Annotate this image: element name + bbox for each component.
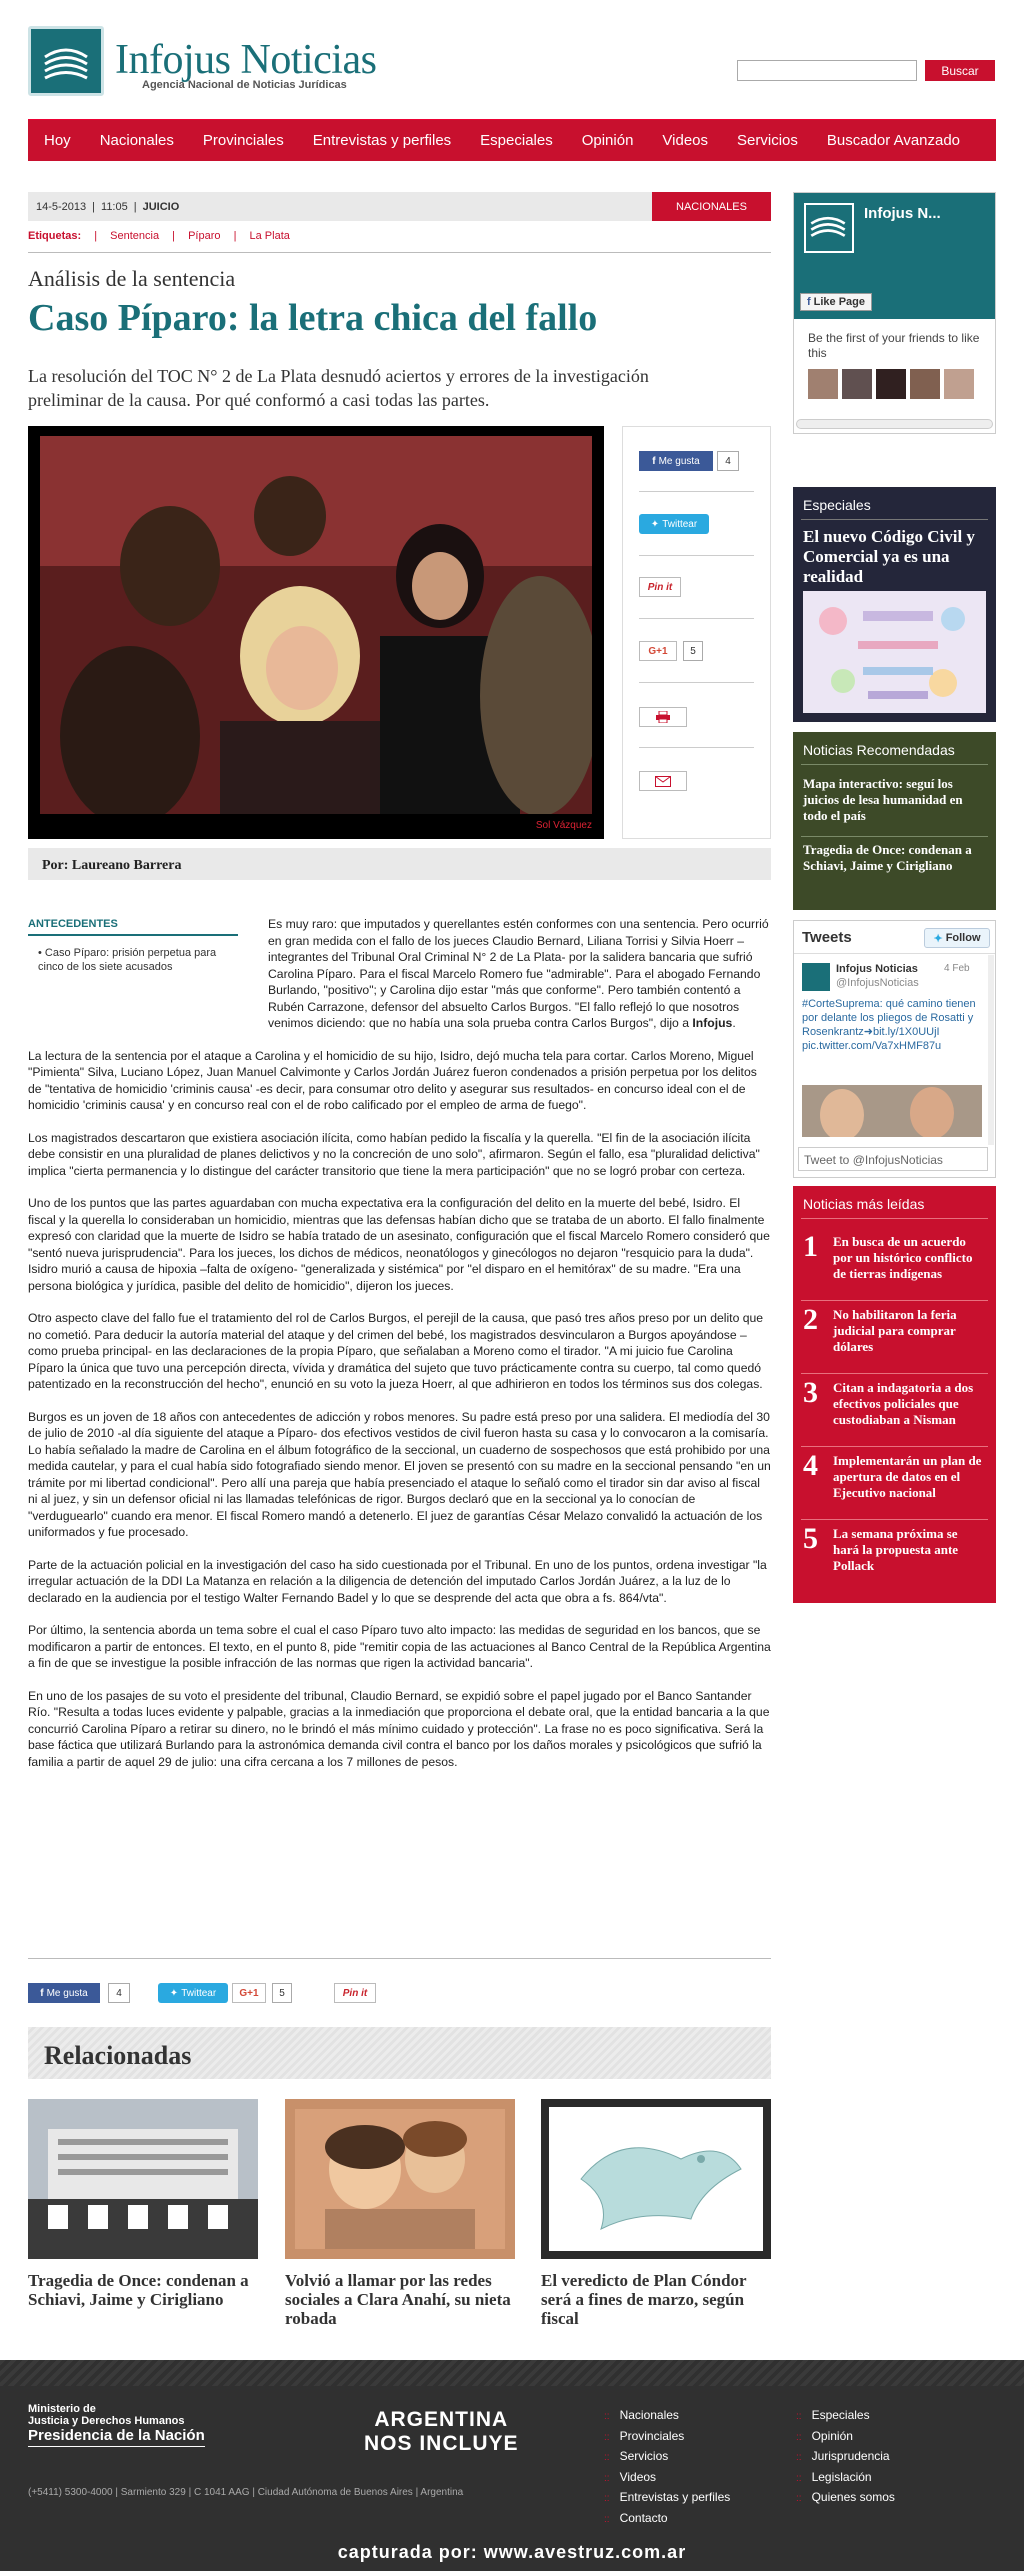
tweet-scrollbar[interactable] [988, 955, 994, 1145]
rank-number: 2 [803, 1303, 818, 1336]
article-byline: Por: Laureano Barrera [28, 848, 771, 880]
divider [801, 1446, 988, 1447]
logo-line: Ministerio de [28, 2403, 96, 2415]
fb-label: Me gusta [658, 455, 700, 467]
tag-sentencia[interactable]: Sentencia [110, 230, 160, 242]
facebook-friends-text: Be the first of your friends to like this [808, 331, 980, 360]
tweet-text[interactable]: #CorteSuprema: qué camino tienen por delante los pliegos de Rosatti y Rosenkrantz➜bit.ly/1X0UUjI pic.twitter.com/Va7xHMF87u [802, 998, 976, 1052]
antecedentes-link-text: Caso Píparo: prisión perpetua para cinco de los siete acusados [38, 947, 217, 973]
tweet-avatar[interactable] [802, 963, 830, 991]
footer-link[interactable]: :: Videos [604, 2468, 730, 2489]
footer-link[interactable]: :: Entrevistas y perfiles [604, 2488, 730, 2509]
facebook-like-count: 4 [108, 1983, 130, 2003]
search-input[interactable] [737, 60, 917, 81]
footer-link[interactable]: :: Opinión [796, 2427, 895, 2448]
facebook-like-button-bottom[interactable] [28, 1983, 100, 2003]
tweet-handle[interactable]: @InfojusNoticias [836, 977, 919, 989]
argentina-nos-incluye-logo[interactable] [364, 2408, 519, 2456]
mas-leida-item[interactable] [803, 1449, 988, 1517]
tweet-image[interactable] [802, 1085, 982, 1137]
article-paragraph: Uno de los puntos que las partes aguardaban con mucha expectativa era la configuración del delito en la muerte del bebé, Isidro. El fiscal y la querella lo consideraban un homicidio, mientras que las defensas habían dicho que se trataba de un aborto. El fallo finalmente expresó con claridad que la muerte de Isidro se había tratado de un asesinato, configuración que el fiscal Marcelo Romero consideró que "sentó nueva jurisprudencia". Para los jueces, los dichos de médicos, neonatólogos y ginecólogos no dejaron "resquicio para la duda". Isidro murió a causa de hipoxia –falta de oxígeno- "generalizada y sistémica" por "el disparo en el hemitórax" de su madre. "Era una persona biológica y jurídica, pasible del delito de homicidio", dijeron los jueces. [28, 1196, 770, 1293]
site-footer [0, 2360, 1024, 2571]
logo-line: ARGENTINA [374, 2408, 509, 2431]
recomendadas-widget [793, 732, 996, 910]
nav-item-3[interactable]: Entrevistas y perfiles [312, 132, 452, 149]
divider [801, 519, 988, 520]
tw-label: Twittear [181, 1987, 217, 1999]
divider [801, 1218, 988, 1219]
rank-number: 4 [803, 1449, 818, 1482]
rank-number: 5 [803, 1522, 818, 1555]
twitter-icon: ✦ [169, 1987, 179, 1999]
twitter-share-button[interactable] [639, 514, 709, 534]
avatar[interactable] [910, 369, 940, 399]
divider [28, 252, 771, 253]
presidencia-logo[interactable]: Presidencia de la Nación [28, 2427, 205, 2447]
related-title: Volvió a llamar por las redes sociales a Clara Anahí, su nieta robada [285, 2271, 511, 2328]
meta-sep: | [133, 200, 137, 213]
mas-leida-title: En busca de un acuerdo por un histórico conflicto de tierras indígenas [833, 1234, 973, 1281]
brand-name[interactable] [115, 36, 376, 84]
facebook-icon: f [40, 1987, 44, 1999]
article-title: Caso Píparo: la letra chica del fallo [28, 297, 598, 339]
ministerio-logo[interactable] [28, 2403, 185, 2427]
rank-number: 1 [803, 1230, 818, 1263]
follow-label: Follow [945, 932, 981, 944]
especiales-widget [793, 487, 996, 722]
twitter-follow-button[interactable] [924, 928, 990, 948]
tweet-to-input[interactable]: Tweet to @InfojusNoticias [798, 1147, 988, 1171]
footer-link[interactable]: :: Legislación [796, 2468, 895, 2489]
tweet-user[interactable]: Infojus Noticias [836, 963, 918, 975]
google-plus-button[interactable]: G+1 [639, 641, 677, 661]
article-kicker: Análisis de la sentencia [28, 266, 236, 291]
divider [28, 1958, 771, 1959]
footer-link[interactable]: :: Especiales [796, 2406, 895, 2427]
facebook-like-page-button[interactable] [800, 293, 872, 311]
footer-link[interactable]: :: Quienes somos [796, 2488, 895, 2509]
twitter-share-button-bottom[interactable] [158, 1983, 228, 2003]
section-badge[interactable]: NACIONALES [652, 192, 771, 221]
facebook-widget [793, 192, 996, 434]
mas-leidas-heading: Noticias más leídas [803, 1196, 925, 1212]
recomendadas-heading: Noticias Recomendadas [803, 742, 955, 758]
mas-leida-title: No habilitaron la feria judicial para comprar dólares [833, 1307, 957, 1354]
brand-noticias: Noticias [240, 37, 377, 83]
photo-image [40, 436, 592, 814]
article-topic: JUICIO [142, 200, 180, 213]
recomendada-item[interactable]: Tragedia de Once: condenan a Schiavi, Jaime y Cirigliano [803, 842, 972, 873]
related-card[interactable] [285, 2099, 515, 2328]
mas-leida-item[interactable] [803, 1522, 988, 1590]
site-header [0, 0, 1024, 118]
especiales-headline[interactable]: El nuevo Código Civil y Comercial ya es una realidad [803, 527, 975, 586]
nav-item-2[interactable]: Provinciales [202, 132, 284, 149]
divider [801, 764, 988, 765]
email-button[interactable] [639, 771, 687, 791]
facebook-icon: f [806, 296, 811, 308]
article-body [28, 916, 771, 1786]
meta-sep: | [92, 200, 96, 213]
footer-address: (+5411) 5300-4000 | Sarmiento 329 | C 1041 AAG | Ciudad Autónoma de Buenos Aires | Argentina [28, 2487, 464, 2498]
related-image [285, 2099, 515, 2259]
logo-line: Justicia y Derechos Humanos [28, 2415, 185, 2427]
main-nav [28, 119, 996, 161]
pinterest-button-bottom[interactable]: Pin it [334, 1983, 376, 2003]
divider [801, 1300, 988, 1301]
antecedentes-heading: ANTECEDENTES [28, 918, 238, 936]
facebook-like-count: 4 [717, 451, 739, 471]
related-title: Tragedia de Once: condenan a Schiavi, Jaime y Cirigliano [28, 2271, 249, 2309]
mas-leida-title: Citan a indagatoria a dos efectivos policiales que custodiaban a Nisman [833, 1380, 974, 1427]
google-plus-count: 5 [272, 1983, 292, 2003]
bullet: • [38, 947, 45, 959]
footer-links-2 [796, 2406, 895, 2509]
footer-link[interactable]: :: Servicios [604, 2447, 730, 2468]
footer-link[interactable]: :: Nacionales [604, 2406, 730, 2427]
divider [801, 1519, 988, 1520]
brand-subtitle: Agencia Nacional de Noticias Jurídicas [142, 79, 347, 91]
article-paragraph: Los magistrados descartaron que existiera asociación ilícita, como habían pedido la fiscalía y la querella. "El fin de la asociación ilícita debe consistir en una pluralidad de planes delictivos y no la concreción de uno solo", afirmaron. Según el fallo, esa "pluralidad delictiva" implica "cierta permanencia y lo distingue del carácter transitorio que tiene la mera participación" que no se logró probar con certeza. [28, 1130, 760, 1178]
nav-item-8[interactable]: Buscador Avanzado [826, 132, 961, 149]
facebook-scrollbar[interactable] [796, 419, 993, 429]
tweet-date[interactable]: 4 Feb [944, 963, 970, 974]
share-bar-bottom [28, 1983, 428, 2005]
logo-line: NOS INCLUYE [364, 2432, 519, 2455]
article-paragraph: Otro aspecto clave del fallo fue el tratamiento del rol de Carlos Burgos, el perejil de la causa, que pasó tres años preso por un delito que no cometió. Para deducir la autoría material del ataque y del crimen del bebé, los magistrados desvincularon a Burgos apoyándose –como prueba principal- en las declaraciones de la propia Píparo, que señalaban a Moreno como el tirador. "A mi juicio fue Carolina Píparo la única que tuvo una percepción directa, vívida y dramática del sujeto que tuvo prácticamente contra su cuerpo, tal como quedó patentizado en la reconstrucción del hecho", enunció en su voto la jueza Hoerr, al que adhirieron en todos los términos sus dos colegas. [28, 1311, 764, 1391]
related-image [28, 2099, 258, 2259]
brand-infojus: Infojus [115, 37, 231, 83]
especiales-illustration [803, 591, 986, 713]
divider [639, 747, 754, 748]
footer-link[interactable]: :: Contacto [604, 2509, 730, 2530]
captured-by: capturada por: www.avestruz.com.ar [337, 2542, 687, 2562]
mas-leida-item[interactable] [803, 1303, 988, 1371]
divider [639, 555, 754, 556]
footer-links-1 [604, 2406, 730, 2530]
google-plus-count: 5 [683, 641, 703, 661]
book-logo-icon [41, 39, 91, 83]
related-image [541, 2099, 771, 2259]
fb-like-label: Like Page [813, 296, 866, 308]
search-button[interactable]: Buscar [925, 60, 995, 81]
facebook-icon: f [652, 455, 656, 467]
mas-leida-title: La semana próxima se hará la propuesta ante Pollack [833, 1526, 959, 1573]
book-logo-icon [806, 205, 850, 249]
tag-sep: | [94, 230, 98, 242]
footer-link[interactable]: :: Provinciales [604, 2427, 730, 2448]
printer-icon [656, 711, 670, 723]
article-paragraph: La lectura de la sentencia por el ataque a Carolina y el homicidio de su hijo, Isidro, dejó mucha tela para cortar. Carlos Moreno, Miguel "Pimienta" Silva, Luciano López, Juan Manuel Calvimonte y Carlos Jordán Juárez fueron condenados a prisión perpetua por los delitos de "tentativa de homicidio 'criminis causa' -es decir, para consumar otro delito y asegurar sus resultados- en concurso ideal con el de homicidio 'criminis causa' y en concurso real con el de robo calificado por el empleo de arma de fuego". [28, 1048, 757, 1112]
nav-item-1[interactable]: Nacionales [99, 132, 174, 149]
related-photo-1 [28, 2099, 258, 2259]
article-paragraph: En uno de los pasajes de su voto el presidente del tribunal, Claudio Bernard, se expidió sobre el papel jugado por el Banco Santander Río. "Resulta a todas luces evidente y palpable, gracias a la inmediación que proporciona el debate oral, que la entidad bancaria a la que concurrió Carolina Píparo a retirar su dinero, no le brindó el más mínimo cuidado y protección". La frase no es poco significativa. Será la base fáctica que utilizará Burlando para la astronómica demanda civil contra el banco por los daños morales y psicológicos que sufrió la familia a partir de aquel 29 de julio: una cifra cercana a los 7 millones de pesos. [28, 1688, 770, 1769]
tweet-photo [802, 1085, 982, 1137]
nav-item-0[interactable]: Hoy [44, 132, 71, 149]
tw-label: Twittear [662, 518, 698, 530]
related-heading: Relacionadas [28, 2027, 771, 2079]
rank-number: 3 [803, 1376, 818, 1409]
related-card[interactable] [28, 2099, 258, 2309]
article-lead: La resolución del TOC N° 2 de La Plata desnudó aciertos y errores de la investigación preliminar de la causa. Por qué conformó a casi todas las partes. [28, 366, 649, 410]
recomendada-item[interactable]: Mapa interactivo: seguí los juicios de lesa humanidad en todo el país [803, 776, 963, 823]
article-paragraph: Parte de la actuación policial en la investigación del caso ha sido cuestionada por el Tribunal. En uno de los puntos, ordena investigar "la irregular actuación de la DDI La Matanza en relación a la diligencia de detención del imputado Carlos Jordán Juárez, a la luz de lo declarado en la audiencia por el testigo Walter Fernando Badel y lo que se desprende del acta que obra a fs. 864/vta". [28, 1557, 767, 1605]
tag-sep: | [233, 230, 237, 242]
related-title: El veredicto de Plan Cóndor será a fines de marzo, según fiscal [541, 2271, 747, 2328]
divider [639, 491, 754, 492]
facebook-cover [794, 193, 995, 319]
fb-label: Me gusta [46, 1987, 88, 1999]
article-paragraph: Burgos es un joven de 18 años con antecedentes de adicción y robos menores. Su padre está preso por una salidera. El mediodía del 30 de julio de 2010 -al día siguiente del ataque a Píparo- dos efectivos vestidos de civil fueron hasta su casa y lo convocaron a la comisaría. Lo había señalado la madre de Carolina en el álbum fotográfico de la seccional, un cuaderno de sospechosos que está prohibido por una medida cautelar, y para el cual había sido fotografiado siendo menor. El joven se presentó con su madre en la seccional pensando "en un trámite por mi libertad condicional". Pero allí una pareja que había presenciado el ataque lo señaló como el tirador sin dar aviso al fiscal ni al juez, y sin un defensor oficial ni las llamadas telefónicas de rigor. Burgos declaró que en la seccional ya lo conocían de "verduguearlo" cuando era menor. El fiscal Romero mandó a detenerlo. El juez de garantías César Melazo convalidó la actuación de los uniformados y fue procesado. [28, 1409, 771, 1539]
tag-la-plata[interactable]: La Plata [249, 230, 290, 242]
avatar[interactable] [944, 369, 974, 399]
avatar[interactable] [808, 369, 838, 399]
photo-credit: Sol Vázquez [535, 820, 592, 831]
divider [794, 953, 995, 954]
envelope-icon [655, 776, 671, 787]
facebook-page-name[interactable]: Infojus N... [864, 205, 941, 222]
tag-sep: | [172, 230, 176, 242]
mas-leida-item[interactable] [803, 1230, 988, 1298]
facebook-page-logo [804, 203, 854, 253]
nav-item-6[interactable]: Videos [662, 132, 709, 149]
article-paragraph: Es muy raro: que imputados y querellantes estén conformes con una sentencia. Pero ocurrió en gran medida con el fallo de los jueces Claudio Bernard, Liliana Torrisi y Silvia Hoerr –integrantes del Tribunal Oral Criminal N° 2 de La Plata- por la salidera bancaria que sufrió Carolina Píparo. Para el fiscal Marcelo Romero fue "admirable". Para el abogado Fernando Burlando, "positivo"; y Carolina dijo estar "más que conforme". Pero también contentó a Rubén Carrazone, defensor del absuelto Carlos Burgos. "El fallo reflejó lo que nosotros venimos diciendo: que no había una sola prueba contra Carlos Burgos", dijo a Infojus. [268, 917, 769, 1030]
photo-figures [40, 436, 592, 814]
share-box [622, 426, 771, 839]
article-paragraph: Por último, la sentencia aborda un tema sobre el cual el caso Píparo tuvo alto impacto: las medidas de seguridad en los bancos, que se modificaron a partir de entonces. El texto, en el punto 8, pide "remitir copia de las actuaciones al Banco Central de la República Argentina a fin de que se investigue la posible infracción de las normas que rigen la actividad bancaria". [28, 1623, 771, 1670]
nav-item-4[interactable]: Especiales [480, 132, 553, 149]
article-photo[interactable] [28, 426, 604, 839]
site-logo[interactable] [28, 26, 104, 96]
google-plus-button-bottom[interactable]: G+1 [232, 1983, 266, 2003]
divider [801, 836, 988, 837]
related-photo-3 [541, 2099, 771, 2259]
mas-leida-item[interactable] [803, 1376, 988, 1444]
print-button[interactable] [639, 707, 687, 727]
avatar[interactable] [842, 369, 872, 399]
related-card[interactable] [541, 2099, 771, 2328]
mas-leidas-widget [793, 1186, 996, 1603]
pinterest-button[interactable]: Pin it [639, 577, 681, 597]
facebook-friend-avatars [808, 369, 974, 399]
divider [639, 682, 754, 683]
especiales-image[interactable] [803, 591, 986, 713]
article-time: 11:05 [101, 200, 128, 213]
facebook-like-button[interactable] [639, 451, 713, 471]
article-date: 14-5-2013 [36, 200, 87, 213]
twitter-icon: ✦ [650, 518, 660, 530]
twitter-widget [793, 920, 996, 1178]
twitter-icon: ✦ [933, 932, 943, 945]
footer-link[interactable]: :: Jurisprudencia [796, 2447, 895, 2468]
divider [639, 618, 754, 619]
tags-label: Etiquetas: [28, 230, 82, 242]
especiales-heading: Especiales [803, 497, 871, 513]
nav-item-7[interactable]: Servicios [737, 132, 798, 149]
avatar[interactable] [876, 369, 906, 399]
tweets-heading: Tweets [802, 929, 852, 946]
footer-band [0, 2360, 1024, 2386]
related-photo-2 [285, 2099, 515, 2259]
tags [28, 230, 290, 242]
tag-piparo[interactable]: Píparo [188, 230, 221, 242]
mas-leida-title: Implementarán un plan de apertura de datos en el Ejecutivo nacional [833, 1453, 982, 1500]
divider [801, 1373, 988, 1374]
nav-item-5[interactable]: Opinión [581, 132, 634, 149]
